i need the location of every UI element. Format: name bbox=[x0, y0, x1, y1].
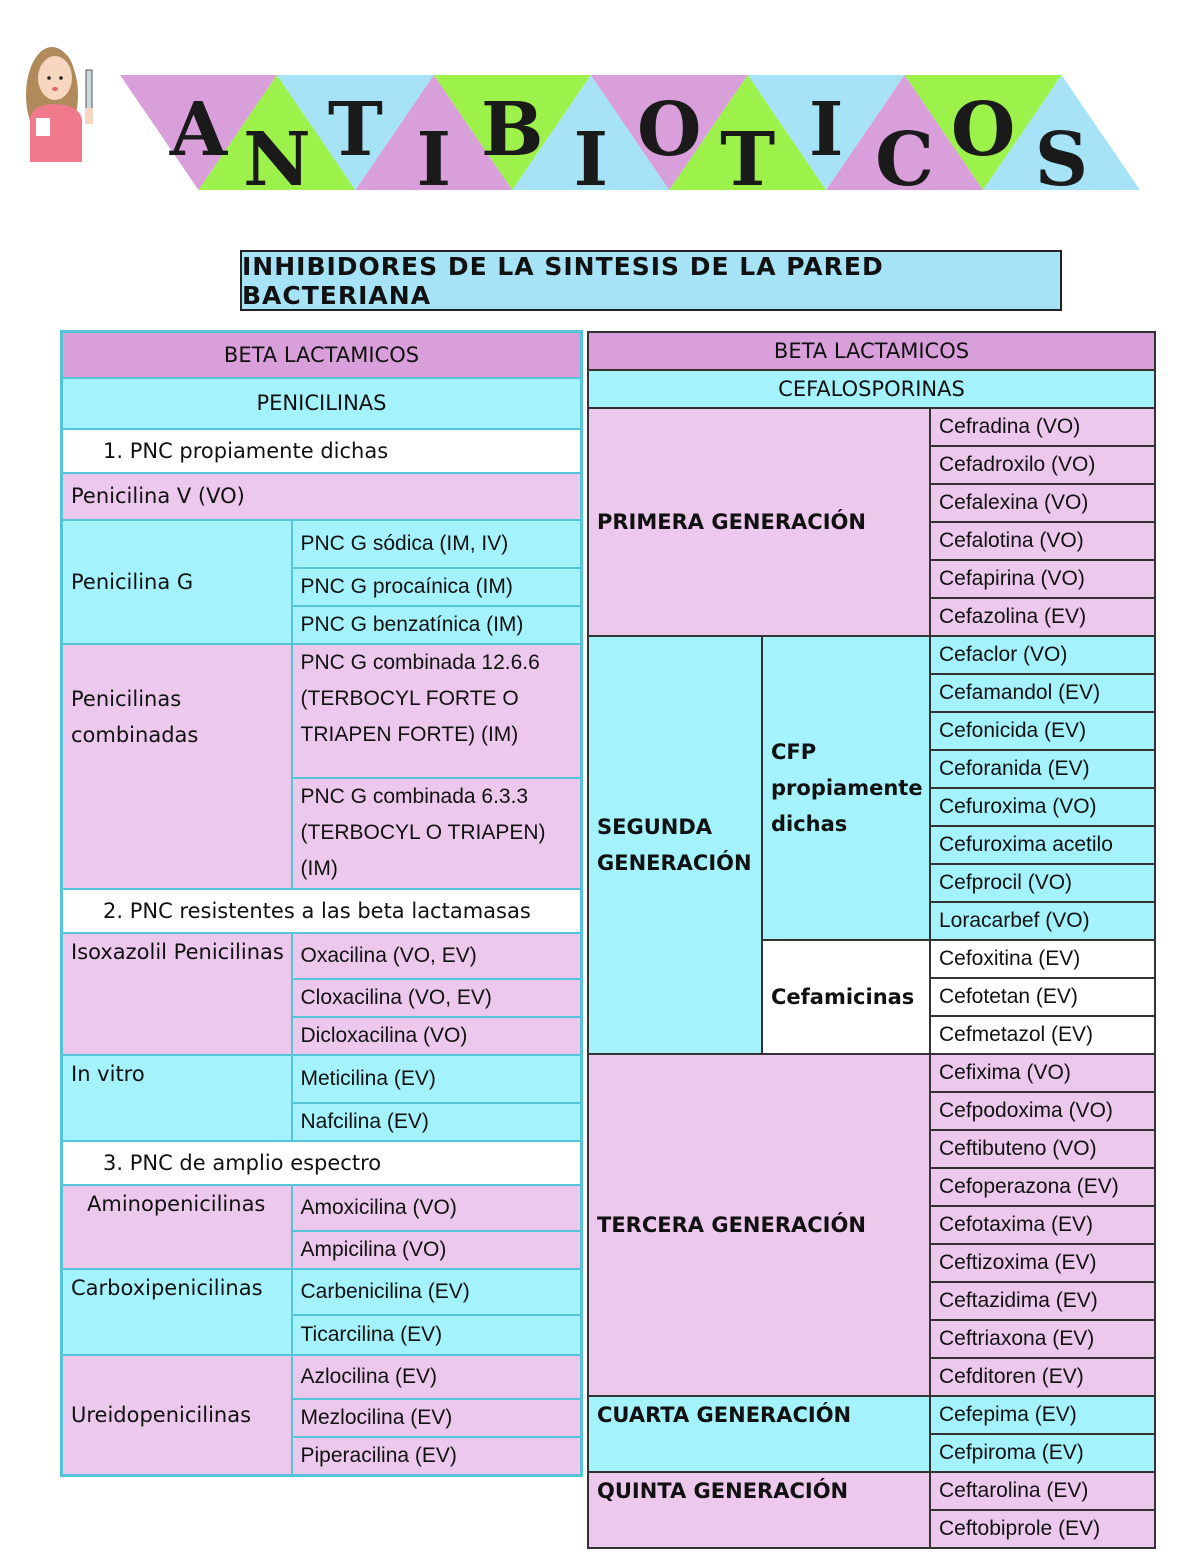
title-banner bbox=[0, 0, 1200, 215]
generation-label: QUINTA GENERACIÓN bbox=[588, 1472, 930, 1548]
drug-cell: Cefpiroma (EV) bbox=[930, 1434, 1155, 1472]
drug-cell: Cefotaxima (EV) bbox=[930, 1206, 1155, 1244]
drug-cell: Cefuroxima (VO) bbox=[930, 788, 1155, 826]
title-letter: O bbox=[950, 87, 1016, 173]
title-letter: T bbox=[720, 117, 776, 203]
drug-cell: Cefazolina (EV) bbox=[930, 598, 1155, 636]
drug-cell: Ceforanida (EV) bbox=[930, 750, 1155, 788]
section-3-header: 3. PNC de amplio espectro bbox=[62, 1141, 582, 1185]
drug-cell: PNC G combinada 12.6.6 (TERBOCYL FORTE O TRIAPEN FORTE) (IM) bbox=[292, 644, 582, 778]
drug-cell: Cefradina (VO) bbox=[930, 408, 1155, 446]
title-letter: N bbox=[243, 117, 311, 203]
drug-cell: Ceftarolina (EV) bbox=[930, 1472, 1155, 1510]
subgroup-label: CFP propiamente dichas bbox=[762, 636, 930, 940]
drug-cell: Ceftobiprole (EV) bbox=[930, 1510, 1155, 1548]
drug-cell: Cefoxitina (EV) bbox=[930, 940, 1155, 978]
drug-cell: Cefepima (EV) bbox=[930, 1396, 1155, 1434]
drug-cell: Ampicilina (VO) bbox=[292, 1231, 582, 1269]
drug-cell: Cefprocil (VO) bbox=[930, 864, 1155, 902]
drug-cell: Meticilina (EV) bbox=[292, 1055, 582, 1103]
drug-cell: PNC G benzatínica (IM) bbox=[292, 606, 582, 644]
drug-cell: PNC G sódica (IM, IV) bbox=[292, 520, 582, 568]
penicilinas-header: PENICILINAS bbox=[62, 378, 582, 429]
drug-cell: Cefmetazol (EV) bbox=[930, 1016, 1155, 1054]
title-letter: T bbox=[327, 87, 383, 173]
drug-cell: Ceftazidima (EV) bbox=[930, 1282, 1155, 1320]
drug-cell: Cefalotina (VO) bbox=[930, 522, 1155, 560]
drug-cell: Piperacilina (EV) bbox=[292, 1437, 582, 1476]
drug-cell: Ceftibuteno (VO) bbox=[930, 1130, 1155, 1168]
cefalosporinas-table bbox=[587, 331, 1156, 1549]
penicilinas-combinadas-label: Penicilinas combinadas bbox=[62, 644, 292, 889]
beta-lactamicos-header: BETA LACTAMICOS bbox=[588, 332, 1155, 370]
section-1-header: 1. PNC propiamente dichas bbox=[62, 429, 582, 473]
title-letter: A bbox=[169, 87, 228, 173]
generation-label: PRIMERA GENERACIÓN bbox=[588, 408, 930, 636]
isoxazolil-label: Isoxazolil Penicilinas bbox=[62, 933, 292, 1055]
drug-cell: Cefpodoxima (VO) bbox=[930, 1092, 1155, 1130]
title-letter: B bbox=[481, 87, 544, 173]
drug-cell: Cefuroxima acetilo bbox=[930, 826, 1155, 864]
carboxipenicilinas-label: Carboxipenicilinas bbox=[62, 1269, 292, 1355]
penicilina-v-row: Penicilina V (VO) bbox=[62, 473, 582, 520]
drug-cell: Nafcilina (EV) bbox=[292, 1103, 582, 1141]
aminopenicilinas-label: Aminopenicilinas bbox=[62, 1185, 292, 1269]
drug-cell: Cefadroxilo (VO) bbox=[930, 446, 1155, 484]
generation-label: TERCERA GENERACIÓN bbox=[588, 1054, 930, 1396]
penicilina-g-label: Penicilina G bbox=[62, 520, 292, 644]
drug-cell: Cefapirina (VO) bbox=[930, 560, 1155, 598]
title-letter: C bbox=[875, 117, 935, 203]
title-letter: I bbox=[808, 87, 844, 173]
drug-cell: Ticarcilina (EV) bbox=[292, 1315, 582, 1355]
drug-cell: Dicloxacilina (VO) bbox=[292, 1017, 582, 1055]
drug-cell: Amoxicilina (VO) bbox=[292, 1185, 582, 1231]
beta-lactamicos-header: BETA LACTAMICOS bbox=[62, 332, 582, 378]
generation-label: CUARTA GENERACIÓN bbox=[588, 1396, 930, 1472]
generation-label: SEGUNDA GENERACIÓN bbox=[588, 636, 762, 1054]
title-letter: O bbox=[636, 87, 702, 173]
drug-cell: Cefotetan (EV) bbox=[930, 978, 1155, 1016]
subgroup-label: Cefamicinas bbox=[762, 940, 930, 1054]
drug-cell: Azlocilina (EV) bbox=[292, 1355, 582, 1399]
section-2-header: 2. PNC resistentes a las beta lactamasas bbox=[62, 889, 582, 933]
nurse-illustration bbox=[26, 47, 93, 162]
drug-cell: Loracarbef (VO) bbox=[930, 902, 1155, 940]
drug-cell: Carbenicilina (EV) bbox=[292, 1269, 582, 1315]
penicilinas-table bbox=[60, 330, 583, 1477]
subtitle-box: INHIBIDORES DE LA SINTESIS DE LA PARED BACTERIANA bbox=[240, 250, 1062, 311]
in-vitro-label: In vitro bbox=[62, 1055, 292, 1141]
drug-cell: Ceftizoxima (EV) bbox=[930, 1244, 1155, 1282]
drug-cell: Ceftriaxona (EV) bbox=[930, 1320, 1155, 1358]
drug-cell: Cefamandol (EV) bbox=[930, 674, 1155, 712]
title-letter: I bbox=[573, 117, 609, 203]
drug-cell: Cefditoren (EV) bbox=[930, 1358, 1155, 1396]
drug-cell: Mezlocilina (EV) bbox=[292, 1399, 582, 1437]
drug-cell: Cefixima (VO) bbox=[930, 1054, 1155, 1092]
drug-cell: Oxacilina (VO, EV) bbox=[292, 933, 582, 979]
drug-cell: Cefoperazona (EV) bbox=[930, 1168, 1155, 1206]
drug-cell: PNC G combinada 6.3.3 (TERBOCYL O TRIAPEN) (IM) bbox=[292, 778, 582, 889]
cefalosporinas-header: CEFALOSPORINAS bbox=[588, 370, 1155, 408]
title-letter: I bbox=[416, 117, 452, 203]
title-letter: S bbox=[1034, 117, 1089, 203]
ureidopenicilinas-label: Ureidopenicilinas bbox=[62, 1355, 292, 1476]
drug-cell: Cefaclor (VO) bbox=[930, 636, 1155, 674]
drug-cell: PNC G procaínica (IM) bbox=[292, 568, 582, 606]
drug-cell: Cloxacilina (VO, EV) bbox=[292, 979, 582, 1017]
drug-cell: Cefalexina (VO) bbox=[930, 484, 1155, 522]
drug-cell: Cefonicida (EV) bbox=[930, 712, 1155, 750]
